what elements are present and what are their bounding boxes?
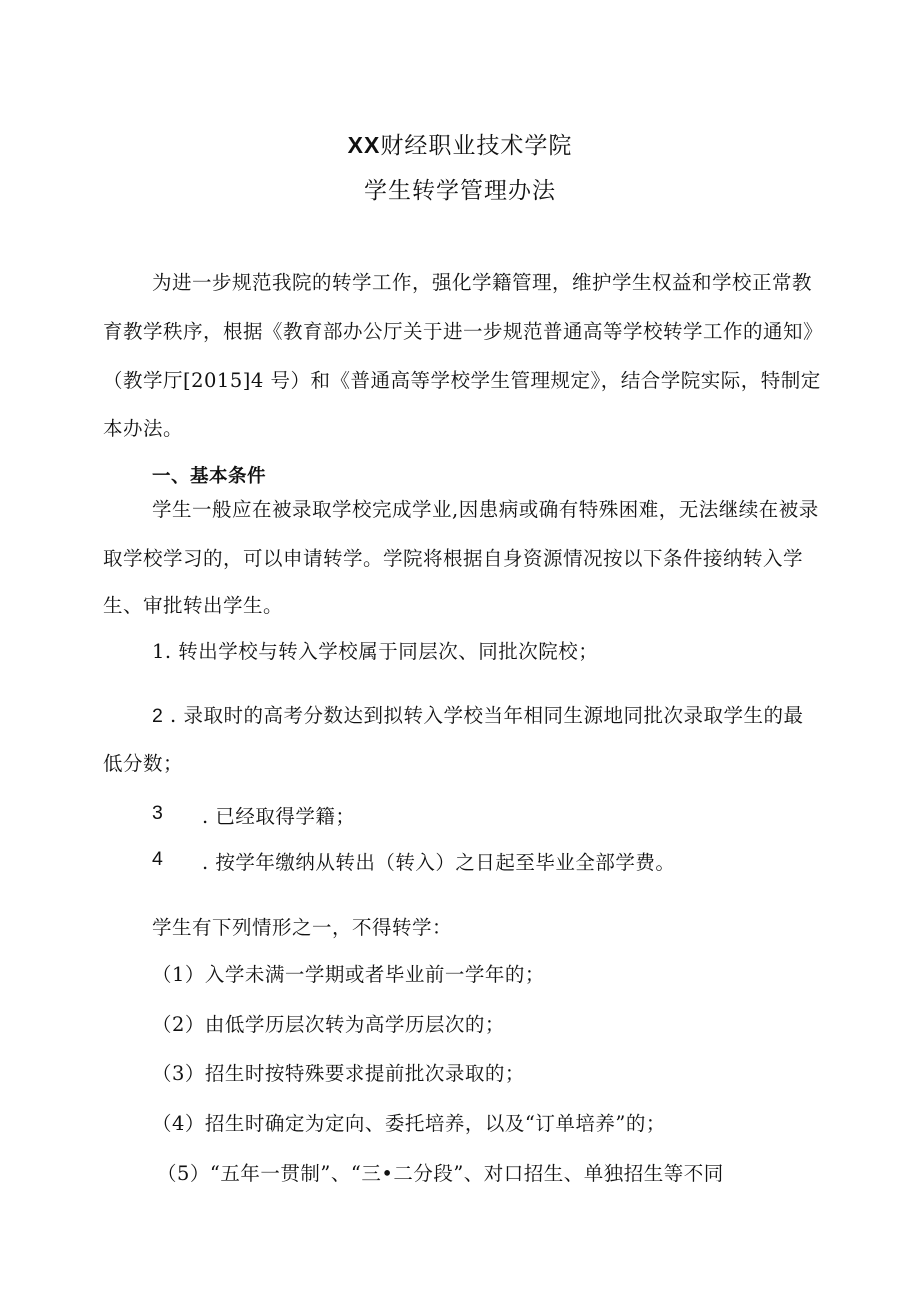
condition-2-number: 2 xyxy=(152,705,164,727)
section-paragraph-line-1: 学生一般应在被录取学校完成学业,因患病或确有特殊困难，无法继续在被录 xyxy=(152,498,819,521)
condition-4-text: . 按学年缴纳从转出（转入）之日起至毕业全部学费。 xyxy=(202,851,676,874)
school-prefix: XX xyxy=(347,132,381,158)
condition-3 xyxy=(152,801,356,828)
school-name: 财经职业技术学院 xyxy=(380,133,573,159)
restriction-item-4: （4）招生时确定为定向、委托培养，以及“订单培养”的； xyxy=(152,1112,666,1135)
intro-line-3: （教学厅[2015]4 号）和《普通高等学校学生管理规定》，结合学院实际，特制定 xyxy=(103,369,821,392)
restriction-item-1: （1）入学未满一学期或者毕业前一学年的； xyxy=(152,963,545,986)
section-paragraph-line-3: 生、审批转出学生。 xyxy=(103,594,284,617)
section-heading: 一、基本条件 xyxy=(152,466,267,487)
condition-3-number: 3 xyxy=(152,802,164,824)
restriction-item-3: （3）招生时按特殊要求提前批次录取的； xyxy=(152,1062,525,1085)
condition-4 xyxy=(152,847,676,874)
condition-4-number: 4 xyxy=(152,848,164,870)
condition-1: 1. 转出学校与转入学校属于同层次、同批次院校； xyxy=(152,640,599,663)
condition-2 xyxy=(152,700,803,728)
section-paragraph-line-2: 取学校学习的，可以申请转学。学院将根据自身资源情况按以下条件接纳转入学 xyxy=(103,547,804,570)
condition-3-text: . 已经取得学籍； xyxy=(202,805,356,828)
intro-line-2: 育教学秩序，根据《教育部办公厅关于进一步规范普通高等学校转学工作的通知》 xyxy=(103,320,824,343)
document-title: 学生转学管理办法 xyxy=(364,178,556,204)
restriction-item-5: （5）“五年一贯制”、“三•二分段”、对口招生、单独招生等不同 xyxy=(157,1162,724,1185)
school-title xyxy=(0,127,920,160)
restrictions-intro: 学生有下列情形之一，不得转学： xyxy=(152,916,453,939)
condition-2-continuation: 低分数； xyxy=(103,752,184,775)
restriction-item-2: （2）由低学历层次转为高学历层次的； xyxy=(152,1013,505,1036)
intro-line-1: 为进一步规范我院的转学工作，强化学籍管理，维护学生权益和学校正常教 xyxy=(152,271,813,294)
intro-line-4: 本办法。 xyxy=(103,417,184,440)
condition-2-text: . 录取时的高考分数达到拟转入学校当年相同生源地同批次录取学生的最 xyxy=(163,704,804,727)
